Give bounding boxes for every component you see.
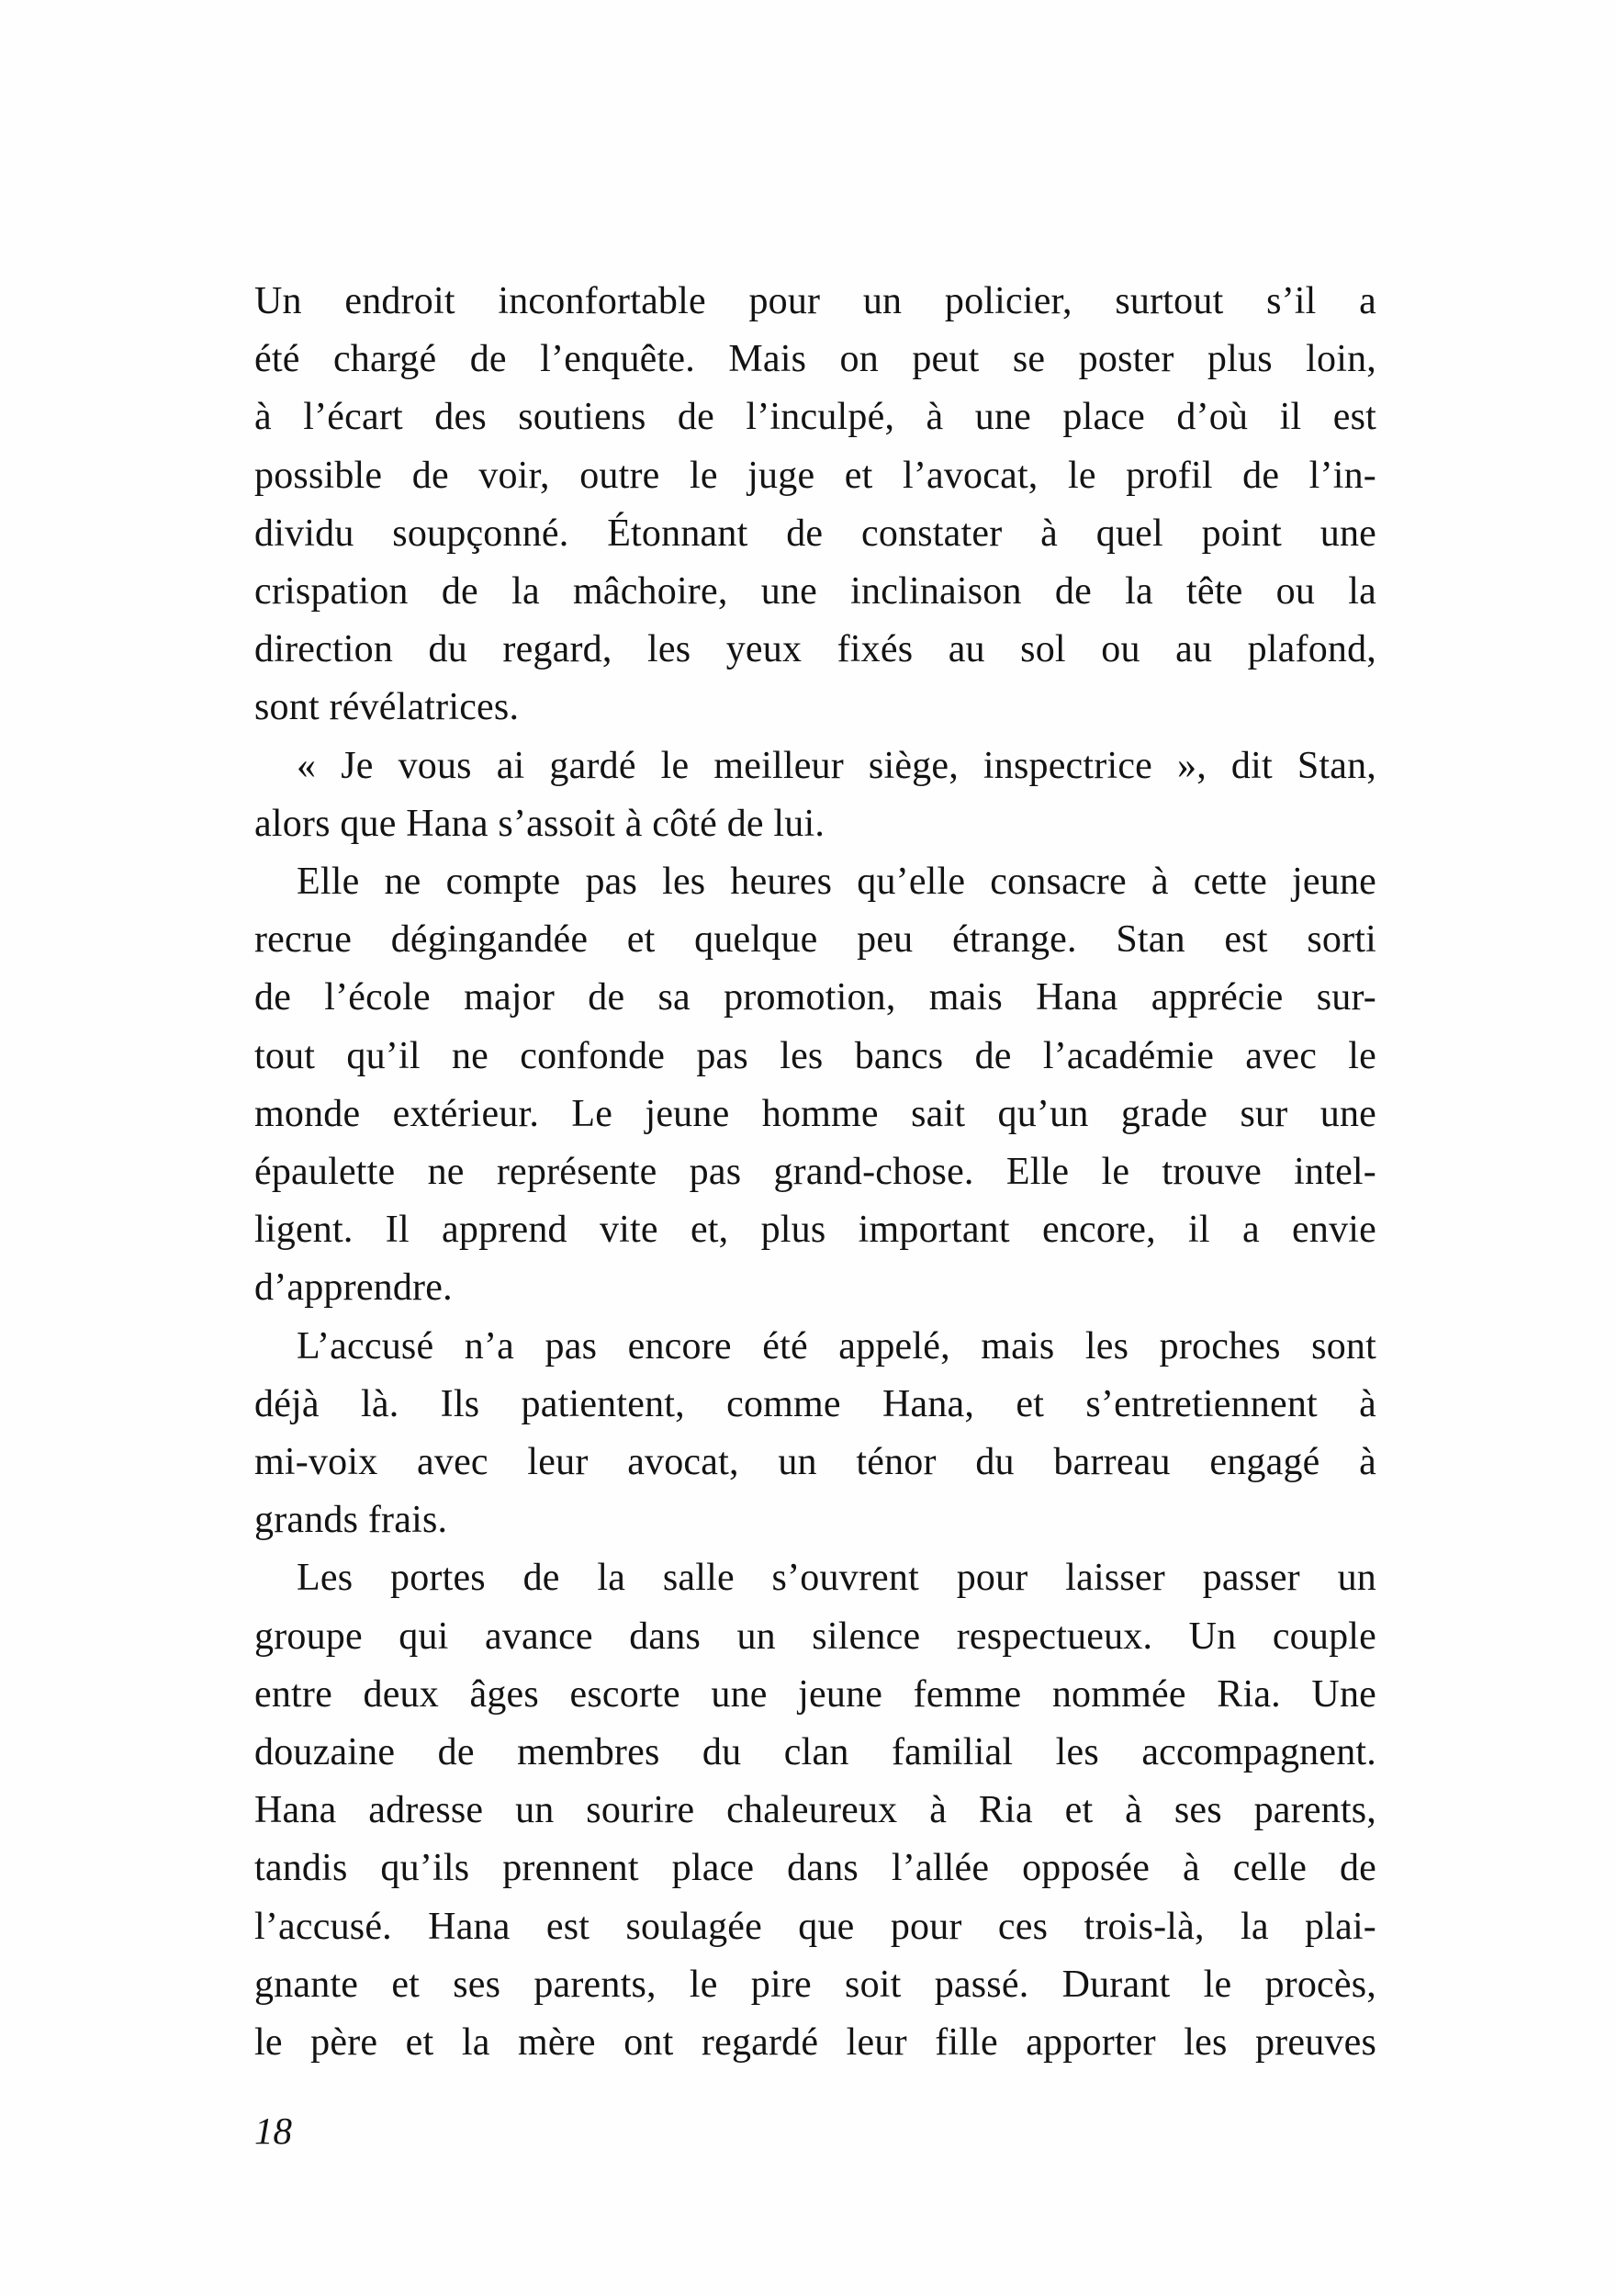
text-line: été chargé de l’enquête. Mais on peut se poster plus loin,: [254, 338, 1376, 381]
text-line: ligent. Il apprend vite et, plus important encore, il a envie: [254, 1209, 1376, 1252]
text-line: « Je vous ai gardé le meilleur siège, inspectrice », dit Stan,: [297, 744, 1376, 787]
text-line: dividu soupçonné. Étonnant de constater à quel point une: [254, 512, 1376, 555]
text-line: entre deux âges escorte une jeune femme nommée Ria. Une: [254, 1672, 1376, 1716]
page-number: 18: [254, 2110, 292, 2152]
text-line: tout qu’il ne confonde pas les bancs de l’académie avec le: [254, 1034, 1376, 1077]
text-line: douzaine de membres du clan familial les accompagnent.: [254, 1731, 1376, 1774]
text-line: sont révélatrices.: [254, 686, 520, 729]
text-line: grands frais.: [254, 1499, 448, 1542]
text-line: d’apprendre.: [254, 1266, 453, 1310]
text-line: à l’écart des soutiens de l’inculpé, à une place d’où il est: [254, 396, 1376, 439]
text-line: déjà là. Ils patientent, comme Hana, et s’entretiennent à: [254, 1382, 1376, 1425]
text-line: épaulette ne représente pas grand-chose. Elle le trouve intel-: [254, 1151, 1376, 1194]
text-line: tandis qu’ils prennent place dans l’allée opposée à celle de: [254, 1847, 1376, 1890]
text-line: Hana adresse un sourire chaleureux à Ria et à ses parents,: [254, 1789, 1376, 1832]
text-line: gnante et ses parents, le pire soit passé. Durant le procès,: [254, 1963, 1376, 2006]
text-line: possible de voir, outre le juge et l’avocat, le profil de l’in-: [254, 454, 1376, 497]
text-line: le père et la mère ont regardé leur fille apporter les preuves: [254, 2021, 1376, 2065]
text-line: Un endroit inconfortable pour un policier, surtout s’il a: [254, 280, 1376, 322]
text-line: de l’école major de sa promotion, mais Hana apprécie sur-: [254, 976, 1376, 1019]
text-line: mi-voix avec leur avocat, un ténor du barreau engagé à: [254, 1441, 1376, 1484]
text-line: recrue dégingandée et quelque peu étrange. Stan est sorti: [254, 918, 1376, 962]
text-line: alors que Hana s’assoit à côté de lui.: [254, 802, 825, 845]
text-line: direction du regard, les yeux fixés au sol ou au plafond,: [254, 628, 1376, 671]
text-line: monde extérieur. Le jeune homme sait qu’un grade sur une: [254, 1092, 1376, 1135]
text-line: L’accusé n’a pas encore été appelé, mais les proches sont: [297, 1324, 1376, 1367]
text-line: Les portes de la salle s’ouvrent pour laisser passer un: [297, 1557, 1376, 1600]
text-line: groupe qui avance dans un silence respectueux. Un couple: [254, 1615, 1376, 1658]
page-text: [254, 273, 1376, 2072]
text-line: Elle ne compte pas les heures qu’elle consacre à cette jeune: [297, 861, 1376, 904]
text-line: l’accusé. Hana est soulagée que pour ces trois-là, la plai-: [254, 1905, 1376, 1948]
text-line: crispation de la mâchoire, une inclinaison de la tête ou la: [254, 570, 1376, 613]
